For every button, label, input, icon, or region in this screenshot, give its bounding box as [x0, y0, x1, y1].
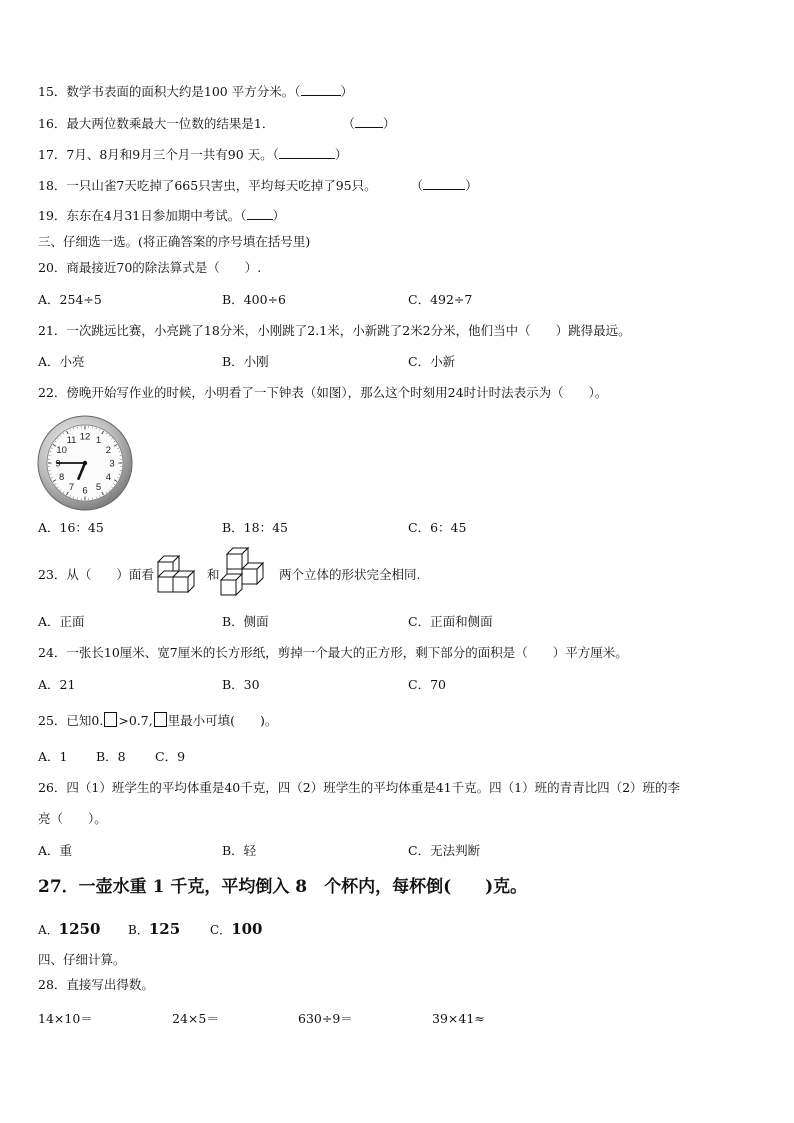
question-23-and: 和 — [207, 567, 220, 582]
answer-blank[interactable] — [301, 83, 341, 96]
calc-item[interactable]: 39×41≈ — [432, 1011, 485, 1026]
option-b[interactable]: B．小刚 — [222, 354, 269, 369]
option-c[interactable]: C．6：45 — [408, 520, 467, 535]
clock-number: 2 — [105, 445, 112, 456]
option-c[interactable]: C．9 — [155, 749, 186, 764]
clock-number: 8 — [58, 472, 65, 483]
option-a[interactable]: A．16：45 — [38, 520, 104, 535]
question-26-line2: 亮（ ）。 — [38, 811, 107, 826]
question-16: 16．最大两位数乘最大一位数的结果是1． （ ） — [38, 116, 396, 131]
question-23-suffix: 两个立体的形状完全相同. — [279, 567, 421, 582]
option-a[interactable]: A．小亮 — [38, 354, 85, 369]
question-22: 22．傍晚开始写作业的时候，小明看了一下钟表（如图），那么这个时刻用24时计时法表示为（ ）。 — [38, 385, 608, 400]
cube-figure-left — [156, 548, 210, 598]
clock-number: 4 — [105, 472, 112, 483]
question-15: 15．数学书表面的面积大约是100 平方分米。（ ） — [38, 84, 354, 99]
question-17: 17．7月、8月和9月三个月一共有90 天。（ ） — [38, 147, 348, 162]
clock-figure — [36, 414, 134, 512]
option-c[interactable]: C．无法判断 — [408, 843, 481, 858]
calc-item[interactable]: 14×10＝ — [38, 1011, 93, 1026]
question-19: 19．东东在4月31日参加期中考试。（ ） — [38, 208, 286, 223]
option-a[interactable]: A．1250 — [38, 920, 101, 938]
option-b[interactable]: B．125 — [128, 920, 181, 938]
option-a[interactable]: A．254÷5 — [38, 292, 102, 307]
calc-item[interactable]: 24×5＝ — [172, 1011, 219, 1026]
question-26-line1: 26．四（1）班学生的平均体重是40千克，四（2）班学生的平均体重是41千克。四（1）班的青青比四（2）班的李 — [38, 780, 681, 795]
cube-figure-right — [219, 544, 279, 604]
option-b[interactable]: B．400÷6 — [222, 292, 286, 307]
clock-number: 11 — [66, 435, 77, 447]
option-b[interactable]: B．30 — [222, 677, 260, 692]
section-3-heading: 三、仔细选一选。(将正确答案的序号填在括号里) — [38, 234, 311, 249]
option-a[interactable]: A．重 — [38, 843, 73, 858]
option-a[interactable]: A．21 — [38, 677, 76, 692]
question-24: 24．一张长10厘米、宽7厘米的长方形纸，剪掉一个最大的正方形，剩下部分的面积是（ ）平方厘米。 — [38, 645, 628, 660]
question-20: 20．商最接近70的除法算式是（ ）. — [38, 260, 262, 275]
clock-number: 7 — [68, 481, 75, 493]
clock-number: 12 — [79, 431, 91, 443]
clock-number: 9 — [55, 458, 61, 470]
calc-item[interactable]: 630÷9＝ — [298, 1011, 353, 1026]
option-c[interactable]: C．492÷7 — [408, 292, 473, 307]
clock-number: 10 — [56, 445, 67, 456]
clock-number: 1 — [95, 435, 102, 447]
option-b[interactable]: B．18：45 — [222, 520, 288, 535]
question-23-prefix: 23．从（ ）面看 — [38, 567, 154, 582]
section-4-heading: 四、仔细计算。 — [38, 952, 126, 967]
answer-blank[interactable] — [355, 115, 383, 128]
option-b[interactable]: B．8 — [96, 749, 126, 764]
clock-number: 3 — [109, 458, 115, 470]
answer-blank[interactable] — [247, 207, 273, 220]
option-b[interactable]: B．侧面 — [222, 614, 269, 629]
question-25: 25．已知0. >0.7, 里最小可填( )。 — [38, 713, 278, 728]
answer-blank[interactable] — [279, 146, 335, 159]
clock-center — [83, 461, 87, 465]
option-c[interactable]: C．100 — [210, 920, 263, 938]
option-b[interactable]: B．轻 — [222, 843, 257, 858]
clock-number: 6 — [82, 485, 88, 497]
option-c[interactable]: C．70 — [408, 677, 446, 692]
question-18: 18．一只山雀7天吃掉了665只害虫，平均每天吃掉了95只。 （ ） — [38, 178, 478, 193]
clock-number: 5 — [95, 481, 102, 493]
digit-box[interactable] — [104, 712, 117, 727]
option-a[interactable]: A．正面 — [38, 614, 85, 629]
option-c[interactable]: C．正面和侧面 — [408, 614, 493, 629]
option-c[interactable]: C．小新 — [408, 354, 456, 369]
question-28: 28．直接写出得数。 — [38, 977, 154, 992]
question-21: 21．一次跳远比赛，小亮跳了18分米，小刚跳了2.1米，小新跳了2米2分米，他们当中（ ）跳得最远。 — [38, 323, 631, 338]
digit-box[interactable] — [154, 712, 167, 727]
answer-blank[interactable] — [423, 177, 465, 190]
question-27: 27．一壶水重 1 千克，平均倒入 8 个杯内，每杯倒( )克。 — [38, 877, 528, 897]
option-a[interactable]: A．1 — [38, 749, 68, 764]
